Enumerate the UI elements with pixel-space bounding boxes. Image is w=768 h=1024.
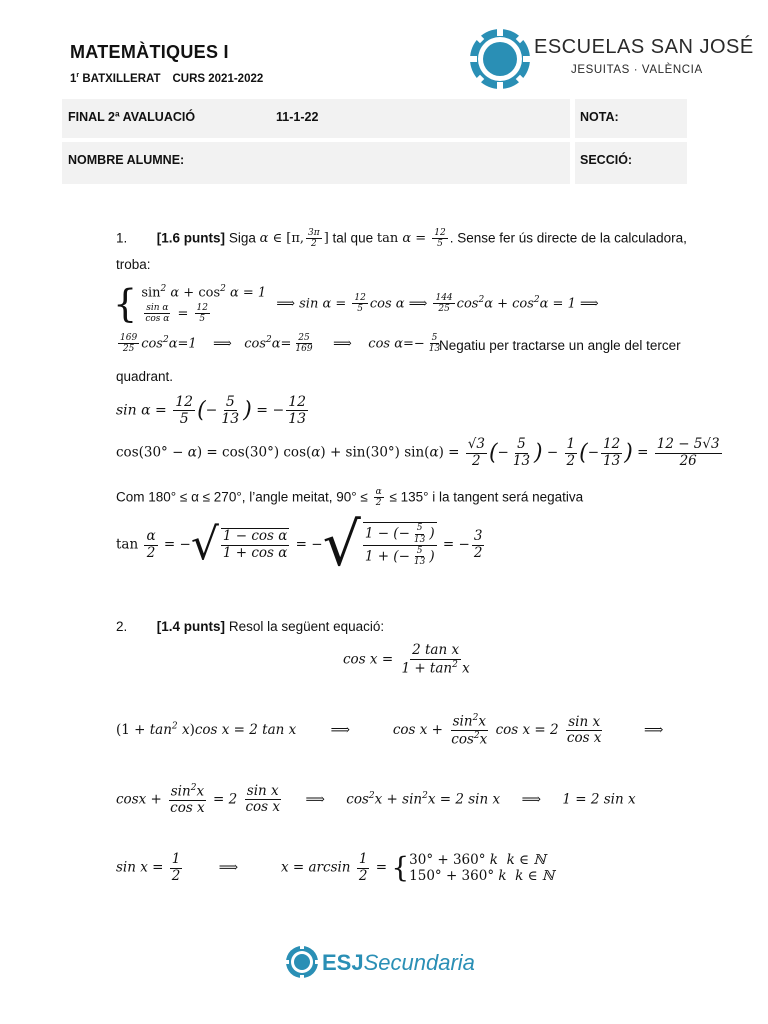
q1-step-cos: $\frac{169}{25}$ $\cos^2\alpha=1$ ⟹ $\cos^2\alpha=$ $\frac{25}{169}$ ⟹ cos α=− $\frac{5}{13}$ (120, 333, 441, 355)
logo-emblem-icon (469, 28, 531, 90)
q1-domain-math: α ∈ [π, $\frac{3\pi}{2}$ ] (259, 228, 329, 250)
exam-date: 11-1-22 (276, 110, 319, 124)
subject-title: MATEMÀTIQUES I (70, 42, 229, 62)
course-level-sup: r (76, 72, 80, 79)
q1-cos-difference: cos(30° − α) = cos(30°) cos(α) + sin(30°) sin(α) = $\frac{√3}{2}$ (− $\frac{5}{13}$ ) − $\frac{1}{2}$ (− $\frac{12}{13}$ ) = $\frac{12 - 5√3}{26}$ (116, 436, 720, 469)
q1-negatiu: Negatiu per tractarse un angle del tercer (439, 338, 681, 353)
footer-brand-light: Secundaria (363, 950, 475, 975)
footer-emblem-icon (283, 944, 323, 980)
school-name: ESCUELAS SAN JOSÉ (534, 36, 754, 58)
q1-statement (116, 228, 687, 250)
footer-brand (322, 950, 475, 976)
exam-cell (62, 99, 570, 138)
q2-statement (116, 620, 384, 634)
course-year: CURS 2021-2022 (172, 72, 264, 85)
student-cell[interactable] (62, 142, 570, 184)
q1-troba: troba: (116, 257, 151, 272)
q1-number: 1. (116, 230, 128, 246)
grade-label: NOTA: (580, 110, 619, 124)
student-label: NOMBRE ALUMNE: (68, 153, 185, 167)
q1-tan-math: tan α = $\frac{12}{5}$ (376, 228, 446, 250)
q1-siga: Siga (228, 230, 256, 246)
q1-com-text: Com 180° ≤ α ≤ 270°, l’angle meitat, 90° ≤ (116, 489, 368, 505)
q2-step-2: cosx + $\frac{\sin^2x}{\text{cos x}}$ = 2 $\frac{\text{sin x}}{\text{cos x}}$ ⟹ $\cos^2x + \sin^2x = 2$ sin x ⟹ 1 = 2 sin x (116, 782, 636, 817)
q2-solution: sin x = $\frac{1}{2}$ ⟹ x = arcsin $\frac{1}{2}$ = { 30° + 360° k k ∈ ℕ 150° + 360° k k ∈ ℕ (116, 851, 555, 885)
q2-step-1: $(1 + \tan^2 x)\cos$ x = 2 tan x ⟹ cos x + $\frac{\sin^2x}{\cos^2x}$ cos x = 2 $\frac{\text{sin x}}{\text{cos x}}$ ⟹ (116, 713, 664, 748)
q1-points: [1.6 punts] (156, 230, 226, 246)
q1-sin-result: sin α = $\frac{12}{5}$ (− $\frac{5}{13}$ ) = − $\frac{12}{13}$ (116, 394, 307, 428)
section-cell[interactable] (575, 142, 687, 184)
q1-com: Com 180° ≤ α ≤ 270°, l’angle meitat, 90° ≤ $\frac{\alpha}{2}$ ≤ 135° i la tangent será negativa (116, 487, 584, 509)
q1-quadrant: quadrant. (116, 369, 174, 384)
q1-instructions: . Sense fer ús directe de la calculadora, (449, 230, 687, 246)
section-label: SECCIÓ: (580, 153, 633, 167)
course-info (70, 72, 263, 85)
school-subtitle: JESUITAS · VALÈNCIA (571, 64, 703, 76)
q1-com-text-b: ≤ 135° i la tangent será negativa (389, 489, 584, 505)
q1-system: { $\sin^2 \alpha + \cos^2 \alpha = 1$ $\frac{\text{sin α}}{\text{cos α}}$ = $\frac{12}{5}$ ⟹ sin α = $\frac{12}{5}$ cos α ⟹ $\frac{144}{25}$ $\cos^2\alpha + \cos^2\alpha = 1$ ⟹ (113, 281, 599, 326)
course-level-num: 1 (70, 72, 77, 85)
q1-tan-half: tan $\frac{\alpha}{2}$ = −√ $\frac{\text{1 − cos α}}{\text{1 + cos α}}$ = −√ 1 − (− $\frac{5}{13}$ ) 1 + (− $\frac{5}{13}$ ) = − $\frac{3}{2}$ (116, 510, 483, 580)
course-level: BATXILLERAT (79, 72, 161, 85)
q2-text: Resol la següent equació: (228, 619, 385, 634)
q1-talque: tal que (332, 230, 374, 246)
q2-number: 2. (116, 619, 128, 634)
exam-label: FINAL 2ª AVALUACIÓ (68, 110, 196, 124)
footer-brand-strong: ESJ (322, 950, 364, 975)
q2-points: [1.4 punts] (156, 619, 226, 634)
grade-cell[interactable] (575, 99, 687, 138)
q2-equation: cos x = $\frac{\text{2 tan x}}{1 + \tan^2 x}$ (343, 642, 470, 677)
